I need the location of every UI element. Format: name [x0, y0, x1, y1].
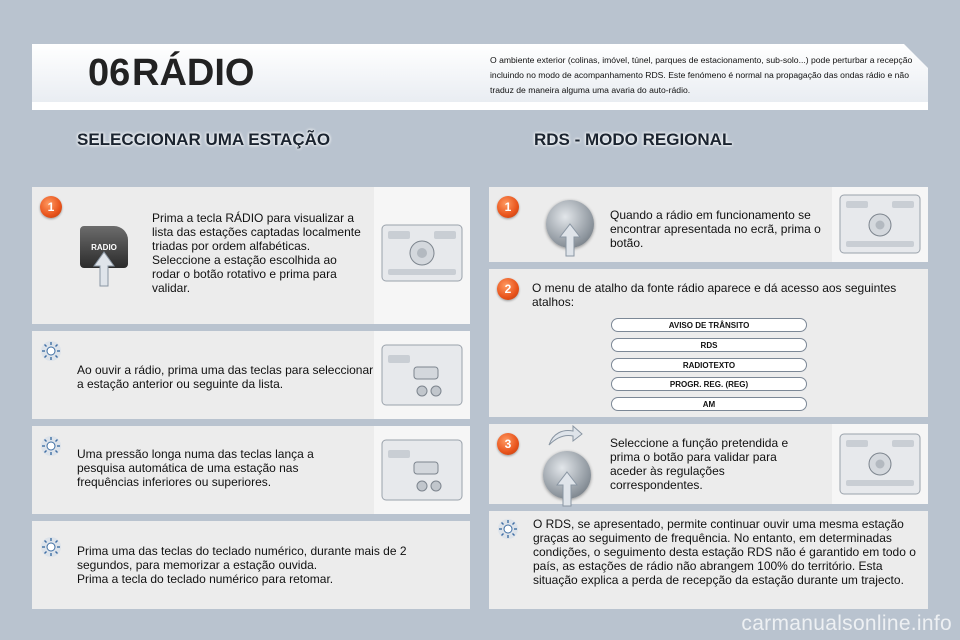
menu-item-rds[interactable]: RDS [611, 338, 807, 352]
radio-unit-image [374, 187, 470, 324]
left-tip3-text: Prima uma das teclas do teclado numérico, durante mais de 2 segundos, para memorizar a estação ouvida. Prima a tecla do teclado numérico para retomar. [77, 544, 407, 586]
radio-panel-illustration-right [832, 187, 928, 262]
header-divider [32, 102, 928, 110]
left-tip2-text: Uma pressão longa numa das teclas lança a pesquisa automática de uma estação nas frequências inferiores ou superiores. [77, 447, 314, 489]
press-arrow-icon [558, 222, 582, 258]
tip-lightbulb-icon [40, 536, 62, 558]
tip-lightbulb-icon [40, 435, 62, 457]
chapter-title: RÁDIO [132, 52, 255, 94]
right-step3-text: Seleccione a função pretendida e prima o botão para validar para aceder às regulações correspondentes. [610, 436, 789, 492]
right-tip-text: O RDS, se apresentado, permite continuar ouvir uma mesma estação graças ao seguimento de frequência. No entanto, em determinadas condições, o seguimento desta estação RDS não é garantido em todo o país, as estações de rádio não abrangem 100% do território. Esta situação explica a perda de recepção da estação durante um trajecto. [533, 517, 916, 587]
header-note: O ambiente exterior (colinas, imóvel, túnel, parques de estacionamento, sub-solo...) pode perturbar a recepção incluindo no modo de acompanhamento RDS. Este fenómeno é normal na propagação das ondas rádio e não traduz de maneira alguma uma avaria do auto-rádio. [490, 55, 913, 95]
step-3-badge: 3 [497, 433, 519, 455]
radio-panel-illustration [374, 187, 470, 324]
radio-key-icon: RADIO [80, 226, 128, 268]
right-section-title: RDS - MODO REGIONAL [534, 130, 733, 149]
menu-item-traffic[interactable]: AVISO DE TRÂNSITO [611, 318, 807, 332]
watermark: carmanualsonline.info [741, 612, 952, 635]
radio-unit-image-right [832, 187, 928, 262]
press-arrow-icon [555, 470, 579, 508]
step-1-badge-right: 1 [497, 196, 519, 218]
radio-keys-illustration-2 [374, 426, 470, 514]
right-step2-text: O menu de atalho da fonte rádio aparece e dá acesso aos seguintes atalhos: [532, 281, 897, 309]
radio-panel-illustration-right-2 [832, 424, 928, 504]
radio-unit-image-right-2 [832, 424, 928, 504]
left-tip1-text: Ao ouvir a rádio, prima uma das teclas para seleccionar a estação anterior ou seguinte da lista. [77, 363, 374, 391]
press-arrow-icon [92, 250, 116, 288]
step-1-badge: 1 [40, 196, 62, 218]
step-2-badge: 2 [497, 278, 519, 300]
menu-item-am[interactable]: AM [611, 397, 807, 411]
left-step1-text: Prima a tecla RÁDIO para visualizar a lista das estações captadas localmente triadas por ordem alfabéticas. Seleccione a estação escolhida ao rodar o botão rotativo e prima para validar. [152, 211, 361, 295]
left-section-title: SELECCIONAR UMA ESTAÇÃO [77, 130, 331, 149]
tip-lightbulb-icon [40, 340, 62, 362]
rotate-arrow-icon [547, 425, 583, 447]
menu-item-radiotext[interactable]: RADIOTEXTO [611, 358, 807, 372]
chapter-number: 06 [88, 52, 131, 94]
radio-keys-image-2 [374, 426, 470, 514]
right-step1-text: Quando a rádio em funcionamento se encontrar apresentada no ecrã, prima o botão. [610, 208, 821, 250]
tip-lightbulb-icon [497, 518, 519, 540]
radio-keys-illustration [374, 331, 470, 419]
menu-item-regional[interactable]: PROGR. REG. (REG) [611, 377, 807, 391]
radio-keys-image [374, 331, 470, 419]
